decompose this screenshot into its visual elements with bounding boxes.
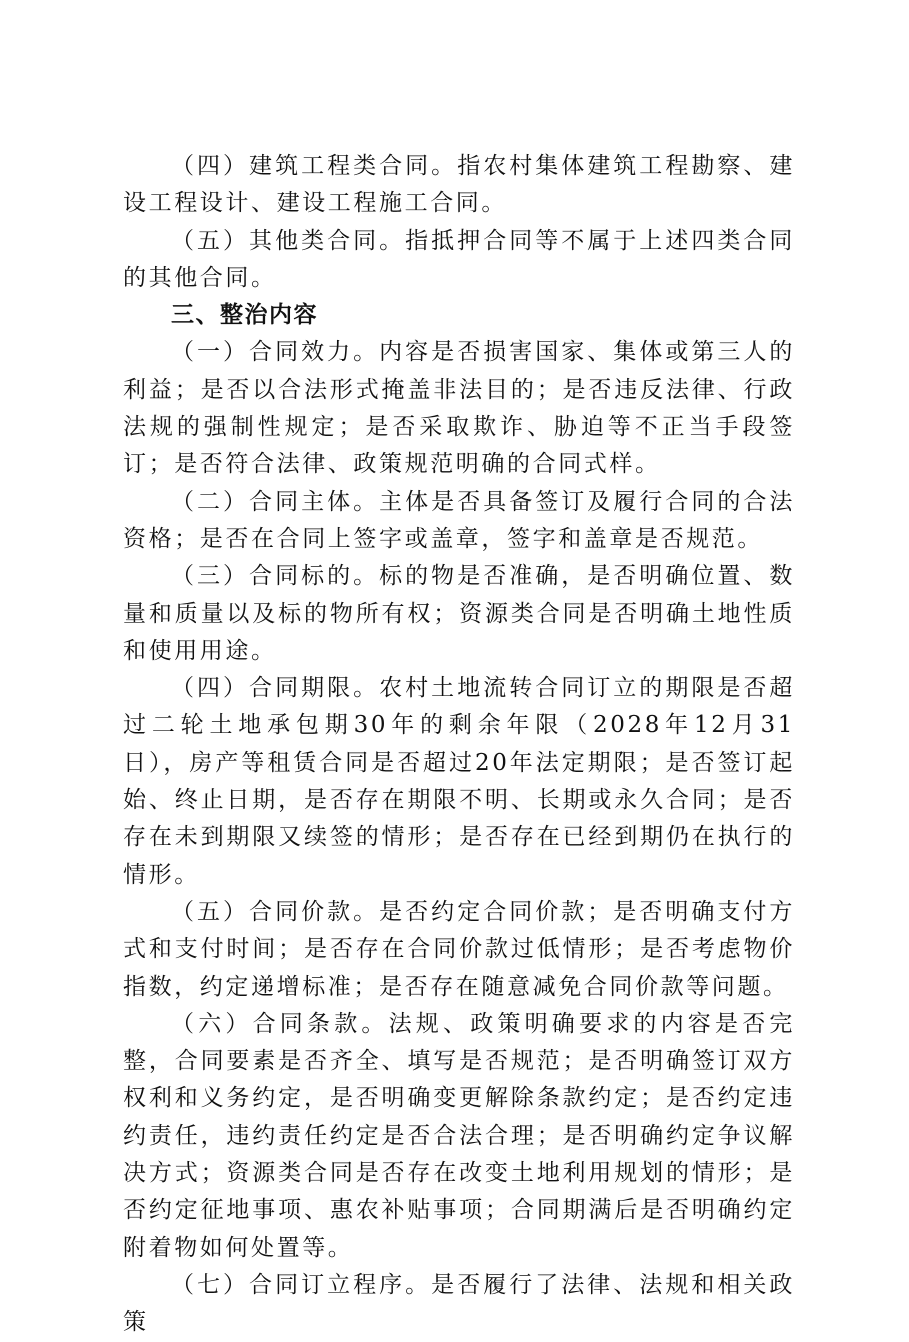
paragraph-contract-clauses: （六）合同条款。法规、政策明确要求的内容是否完整，合同要素是否齐全、填写是否规范；是否明确签订双方权利和义务约定，是否明确变更解除条款约定；是否约定违约责任，违约责任约定是否合法合理；是否明确约定争议解决方式；资源类合同是否存在改变土地利用规划的情形；是否约定征地事项、惠农补贴事项；合同期满后是否明确约定附着物如何处置等。 xyxy=(123,1010,795,1261)
paragraph-contract-validity: （一）合同效力。内容是否损害国家、集体或第三人的利益；是否以合法形式掩盖非法目的；是否违反法律、行政法规的强制性规定；是否采取欺诈、胁迫等不正当手段签订；是否符合法律、政策规范明确的合同式样。 xyxy=(123,339,795,478)
document-body xyxy=(123,148,795,1342)
paragraph-contract-term: （四）合同期限。农村土地流转合同订立的期限是否超过二轮土地承包期30年的剩余年限（2028年12月31日），房产等租赁合同是否超过20年法定期限；是否签订起始、终止日期，是否存在期限不明、长期或永久合同；是否存在未到期限又续签的情形；是否存在已经到期仍在执行的情形。 xyxy=(123,675,795,888)
paragraph-contract-procedure: （七）合同订立程序。是否履行了法律、法规和相关政策 xyxy=(123,1271,795,1336)
section-heading: 三、整治内容 xyxy=(171,302,318,329)
paragraph-construction-contracts: （四）建筑工程类合同。指农村集体建筑工程勘察、建设工程设计、建设工程施工合同。 xyxy=(123,153,795,217)
paragraph-contract-price: （五）合同价款。是否约定合同价款；是否明确支付方式和支付时间；是否存在合同价款过低情形；是否考虑物价指数，约定递增标准；是否存在随意减免合同价款等问题。 xyxy=(123,898,795,1000)
paragraph-other-contracts: （五）其他类合同。指抵押合同等不属于上述四类合同的其他合同。 xyxy=(123,227,795,291)
paragraph-contract-parties: （二）合同主体。主体是否具备签订及履行合同的合法资格；是否在合同上签字或盖章，签字和盖章是否规范。 xyxy=(123,488,795,552)
paragraph-contract-subject: （三）合同标的。标的物是否准确，是否明确位置、数量和质量以及标的物所有权；资源类合同是否明确土地性质和使用用途。 xyxy=(123,563,795,664)
